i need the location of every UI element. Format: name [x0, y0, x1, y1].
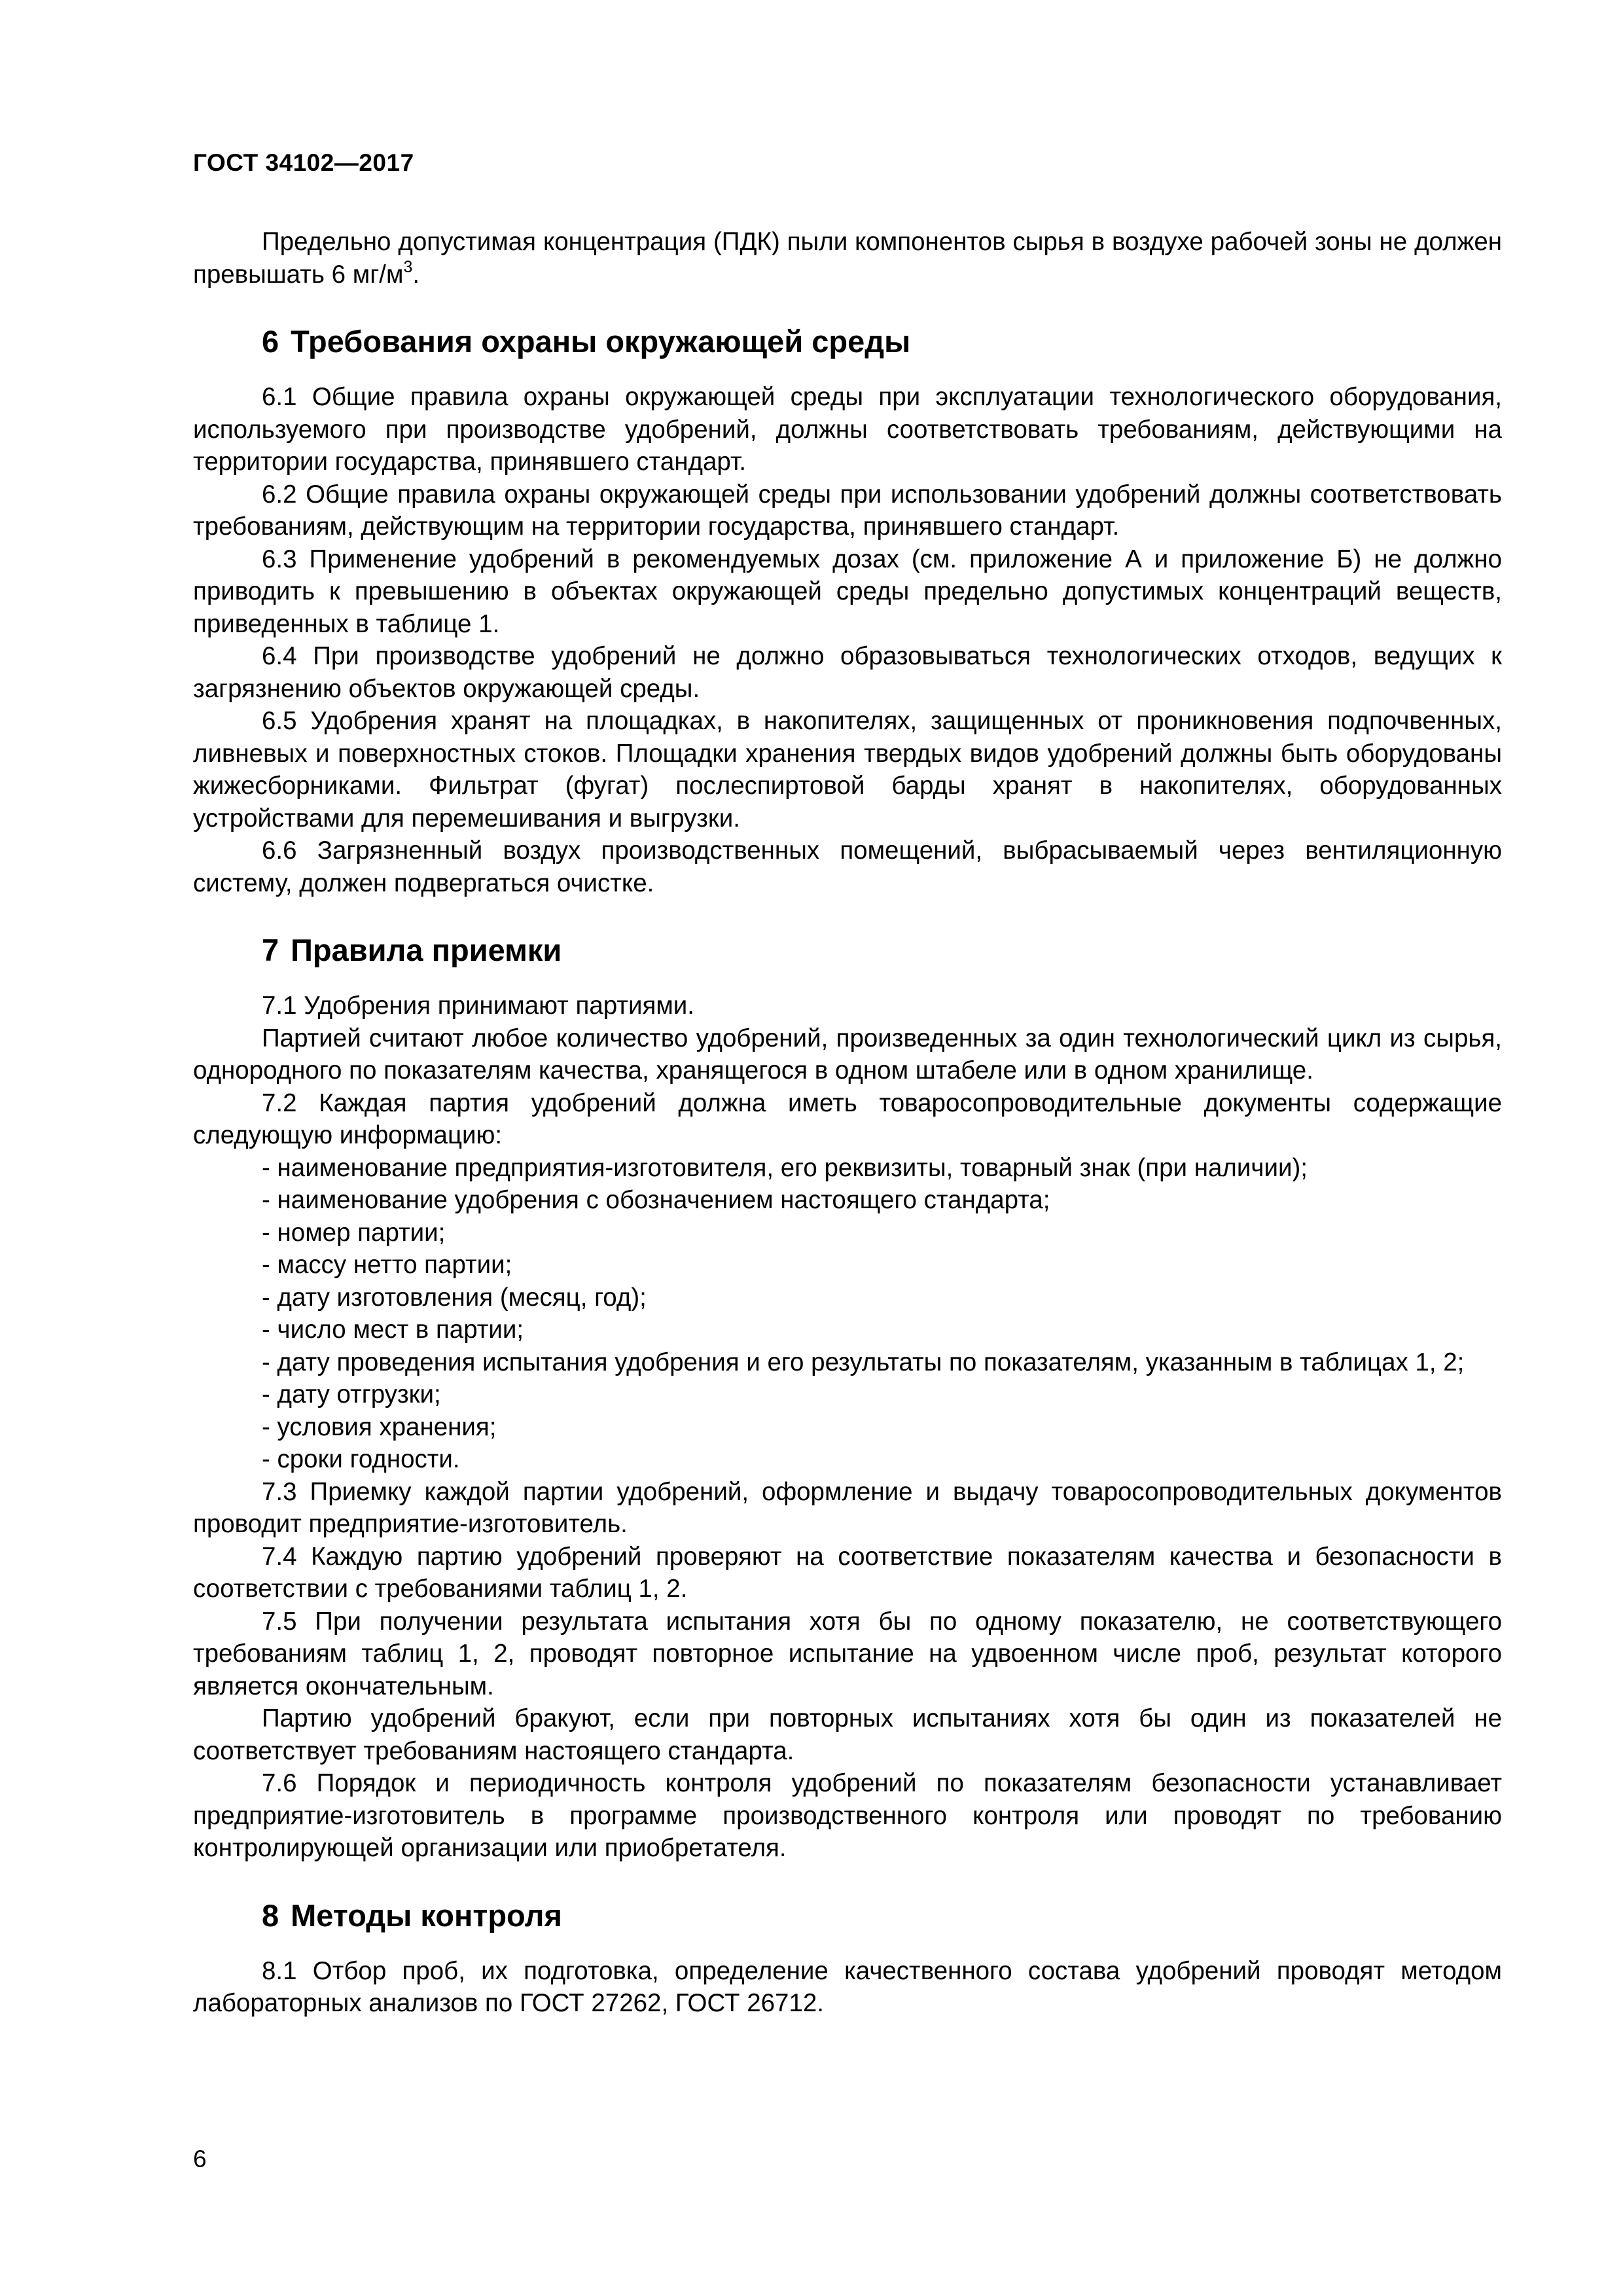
- list-item: - массу нетто партии;: [262, 1251, 512, 1279]
- page-number: 6: [193, 2145, 207, 2172]
- intro-paragraph: [193, 226, 1502, 291]
- paragraph-7-1-lot: Партией считают любое количество удобрений, произведенных за один технологический цикл из сырья, однородного по показателям качества, хранящегося в одном штабеле или в одном хранилище.: [193, 1024, 1502, 1085]
- section-6-heading: [193, 322, 1502, 361]
- list-item: - наименование предприятия-изготовителя, его реквизиты, товарный знак (при наличии);: [262, 1153, 1308, 1182]
- list-item: - номер партии;: [262, 1218, 446, 1247]
- paragraph-6-6: 6.6 Загрязненный воздух производственных помещений, выбрасываемый через вентиляционную систему, должен подвергаться очистке.: [193, 836, 1502, 897]
- intro-superscript: 3: [403, 257, 413, 276]
- paragraph-6-3: 6.3 Применение удобрений в рекомендуемых дозах (см. приложение А и приложение Б) не должно приводить к превышению в объектах окружающей среды предельно допустимых концентраций веществ, приведенных в таблице 1.: [193, 545, 1502, 638]
- intro-tail: .: [412, 260, 420, 289]
- paragraph-7-5: 7.5 При получении результата испытания хотя бы по одному показателю, не соответствующего требованиям таблиц 1, 2, проводят повторное испытание на удвоенном числе проб, результат которого является окончательным.: [193, 1607, 1502, 1700]
- paragraph-6-5: 6.5 Удобрения хранят на площадках, в накопителях, защищенных от проникновения подпочвенных, ливневых и поверхностных стоков. Площадки хранения твердых видов удобрений должны быть оборудованы жижесборниками. Фильтрат (фугат) послеспиртовой барды хранят в накопителях, оборудованных устройствами для перемешивания и выгрузки.: [193, 707, 1502, 833]
- list-item: - дату отгрузки;: [262, 1380, 441, 1408]
- paragraph-6-2: 6.2 Общие правила охраны окружающей среды при использовании удобрений должны соответствовать требованиям, действующим на территории государства, принявшего стандарт.: [193, 480, 1502, 541]
- paragraph-7-4: 7.4 Каждую партию удобрений проверяют на соответствие показателям качества и безопасности в соответствии с требованиями таблиц 1, 2.: [193, 1542, 1502, 1603]
- paragraph-6-1: 6.1 Общие правила охраны окружающей среды при эксплуатации технологического оборудования, используемого при производстве удобрений, должны соответствовать требованиям, действующими на территории государства, принявшего стандарт.: [193, 383, 1502, 476]
- section-6-number: 6: [262, 324, 279, 359]
- section-7-heading: [193, 931, 1502, 970]
- paragraph-7-1: 7.1 Удобрения принимают партиями.: [262, 992, 694, 1020]
- paragraph-7-2: 7.2 Каждая партия удобрений должна иметь товаросопроводительные документы содержащие следующую информацию:: [193, 1088, 1502, 1149]
- paragraph-7-6: 7.6 Порядок и периодичность контроля удобрений по показателям безопасности устанавливает предприятие-изготовитель в программе производственного контроля или проводят по требованию контролирующей организации или приобретателя.: [193, 1769, 1502, 1862]
- list-item: - дату проведения испытания удобрения и его результаты по показателям, указанным в таблицах 1, 2;: [262, 1348, 1465, 1376]
- paragraph-7-5-reject: Партию удобрений бракуют, если при повторных испытаниях хотя бы один из показателей не соответствует требованиям настоящего стандарта.: [193, 1704, 1502, 1765]
- list-item: - сроки годности.: [262, 1445, 460, 1473]
- section-8-number: 8: [262, 1897, 279, 1933]
- document-body: [193, 226, 1502, 2020]
- paragraph-7-3: 7.3 Приемку каждой партии удобрений, оформление и выдачу товаросопроводительных документов проводит предприятие-изготовитель.: [193, 1477, 1502, 1538]
- section-7-title: Правила приемки: [291, 933, 562, 967]
- paragraph-8-1: 8.1 Отбор проб, их подготовка, определение качественного состава удобрений проводят методом лабораторных анализов по ГОСТ 27262, ГОСТ 26712.: [193, 1956, 1502, 2017]
- list-item: - наименование удобрения с обозначением настоящего стандарта;: [262, 1186, 1050, 1214]
- list-item: - дату изготовления (месяц, год);: [262, 1283, 647, 1312]
- document-code-header: ГОСТ 34102—2017: [193, 149, 414, 176]
- intro-text: Предельно допустимая концентрация (ПДК) пыли компонентов сырья в воздухе рабочей зоны не должен превышать 6 мг/м: [193, 228, 1502, 289]
- list-item: - условия хранения;: [262, 1412, 497, 1441]
- section-8-heading: [193, 1896, 1502, 1935]
- section-6-title: Требования охраны окружающей среды: [291, 324, 911, 359]
- paragraph-6-4: 6.4 При производстве удобрений не должно образовываться технологических отходов, ведущих к загрязнению объектов окружающей среды.: [193, 642, 1502, 703]
- list-item: - число мест в партии;: [262, 1316, 524, 1344]
- section-8-title: Методы контроля: [291, 1897, 562, 1933]
- section-7-number: 7: [262, 933, 279, 967]
